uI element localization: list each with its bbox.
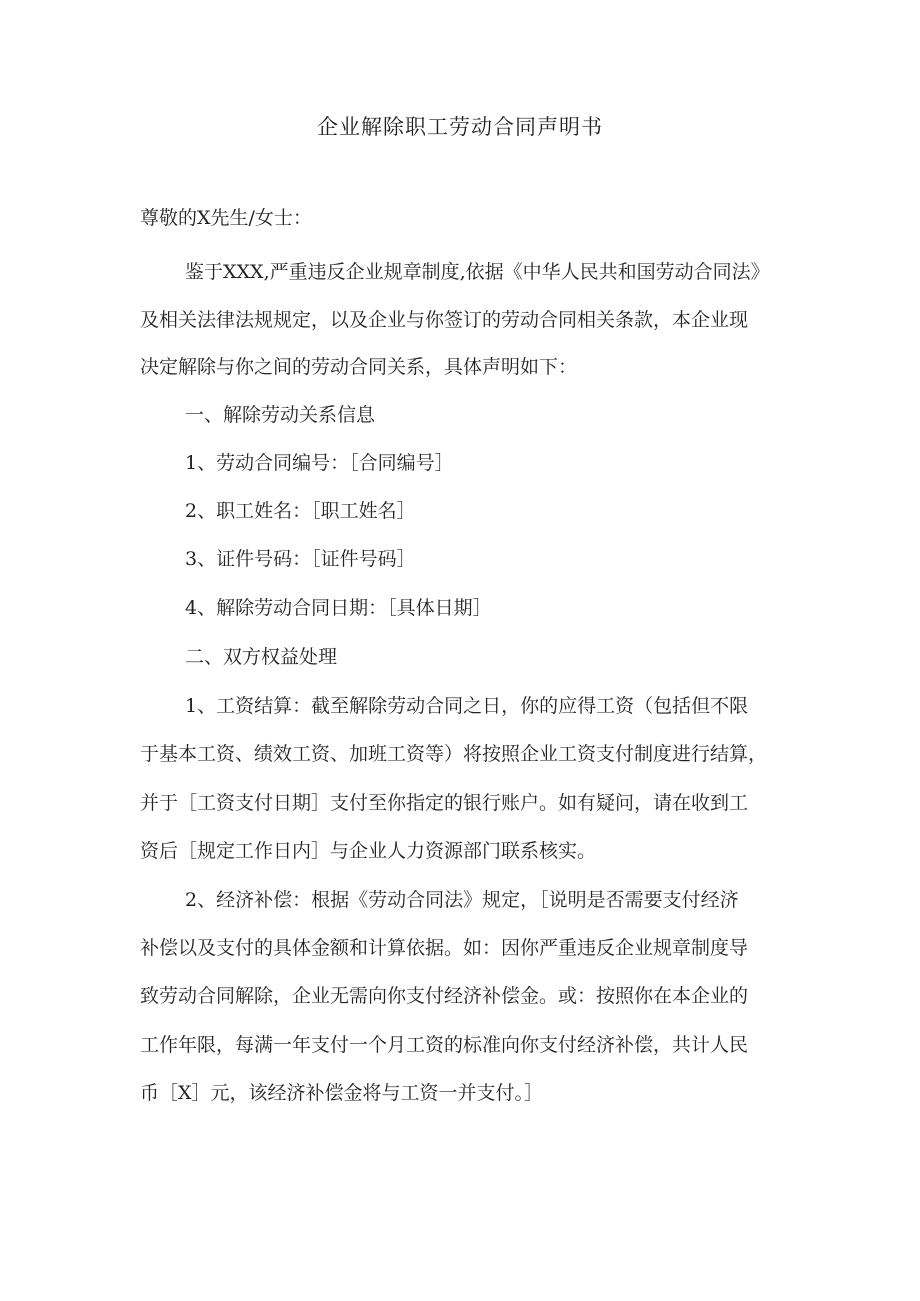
- compensation-line: 致劳动合同解除，企业无需向你支付经济补偿金。或：按照你在本企业的: [140, 985, 749, 1007]
- compensation-line: 币［X］元，该经济补偿金将与工资一并支付。］: [140, 1082, 544, 1104]
- salutation: 尊敬的X先生/女士：: [140, 207, 312, 229]
- document-title: 企业解除职工劳动合同声明书: [317, 115, 603, 139]
- wage-settlement-line: 1、工资结算：截至解除劳动合同之日，你的应得工资（包括但不限: [185, 695, 749, 717]
- info-item-termination-date: 4、解除劳动合同日期：［具体日期］: [185, 597, 492, 619]
- intro-line: 鉴于XXX,严重违反企业规章制度,依据《中华人民共和国劳动合同法》: [185, 261, 770, 283]
- wage-settlement-line: 于基本工资、绩效工资、加班工资等）将按照企业工资支付制度进行结算，: [140, 743, 768, 765]
- section-heading: 一、解除劳动关系信息: [185, 404, 376, 426]
- wage-settlement-line: 并于［工资支付日期］支付至你指定的银行账户。如有疑问，请在收到工: [140, 792, 749, 814]
- info-item-employee-name: 2、职工姓名：［职工姓名］: [185, 500, 416, 522]
- info-item-contract-number: 1、劳动合同编号：［合同编号］: [185, 452, 454, 474]
- intro-line: 及相关法律法规规定，以及企业与你签订的劳动合同相关条款，本企业现: [140, 309, 749, 331]
- compensation-line: 2、经济补偿：根据《劳动合同法》规定，［说明是否需要支付经济: [185, 889, 739, 911]
- compensation-line: 工作年限，每满一年支付一个月工资的标准向你支付经济补偿，共计人民: [140, 1034, 749, 1056]
- info-item-id-number: 3、证件号码：［证件号码］: [185, 548, 416, 570]
- wage-settlement-line: 资后［规定工作日内］与企业人力资源部门联系核实。: [140, 840, 597, 862]
- compensation-line: 补偿以及支付的具体金额和计算依据。如：因你严重违反企业规章制度导: [140, 937, 749, 959]
- section-heading: 二、双方权益处理: [185, 646, 338, 668]
- intro-line: 决定解除与你之间的劳动合同关系，具体声明如下：: [140, 356, 578, 378]
